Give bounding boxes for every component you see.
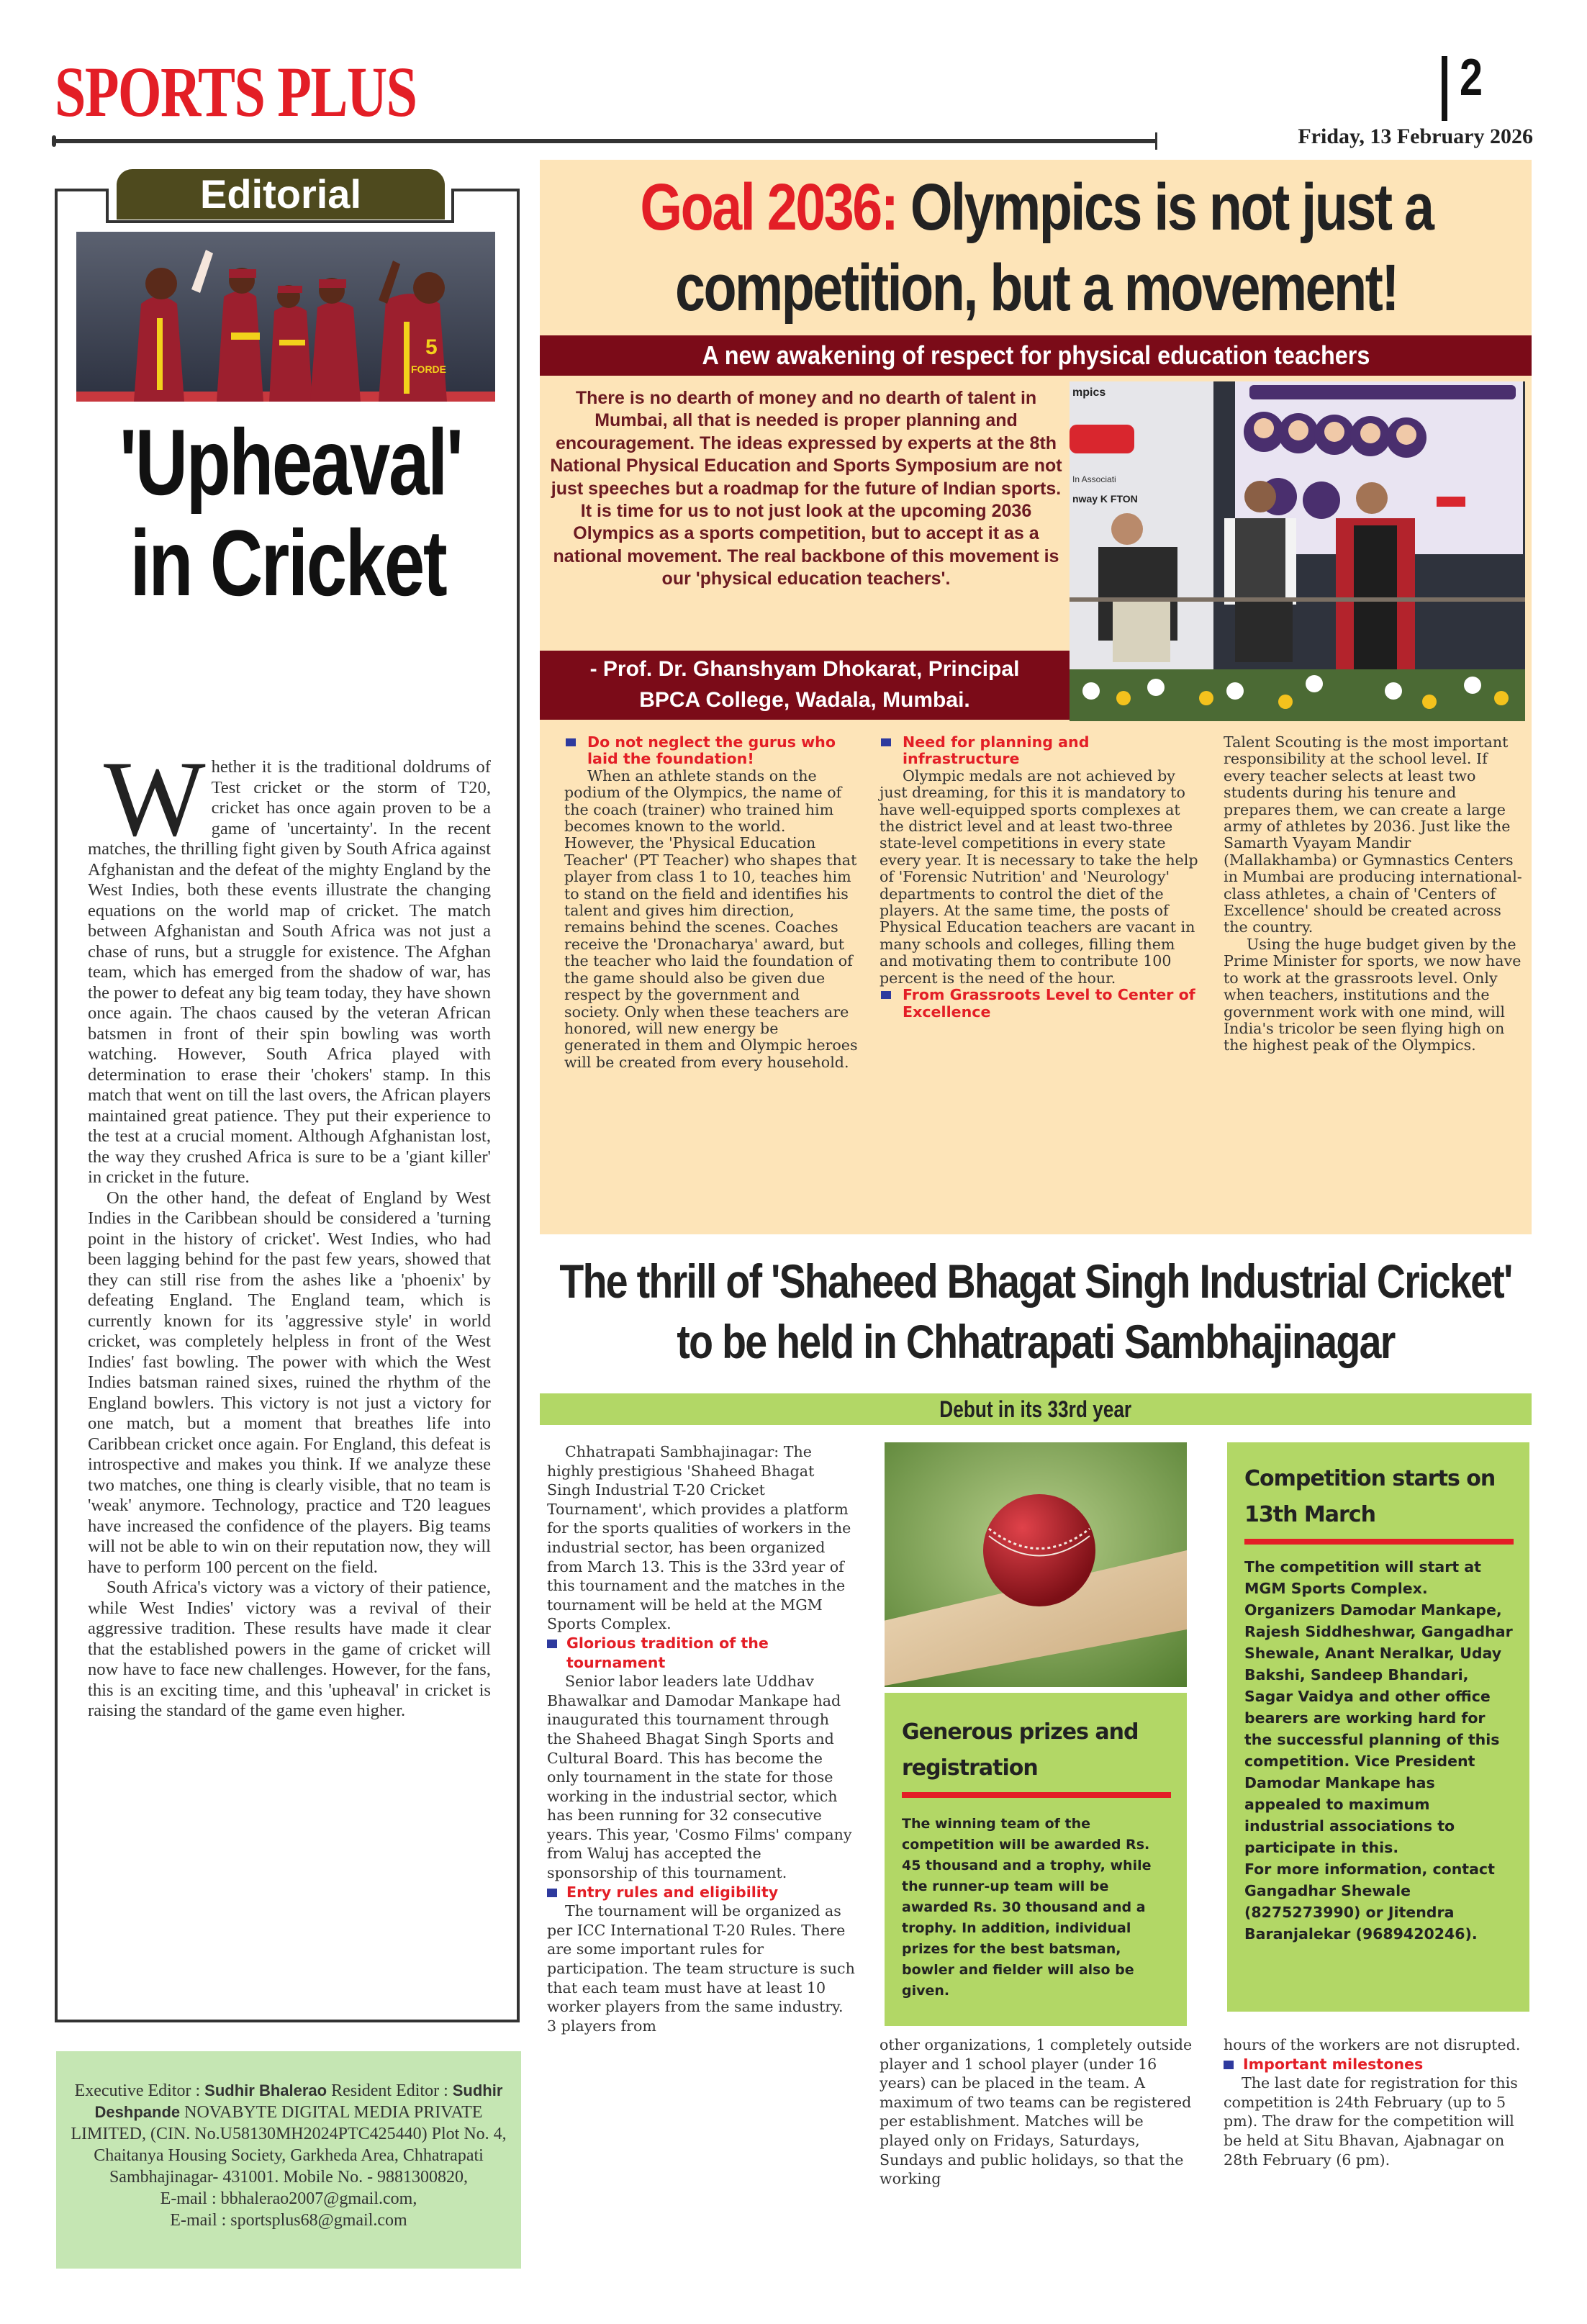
editorial-paragraph: South Africa's victory was a victory of their patience, while West Indies' victory was a revival of their aggressive tradition. These results have made it clear that the established powers in the game of cricket will now have to face new challenges. However, for the fans, this is an exciting time, and this 'upheaval' in cricket is raising the standard of the game even higher. xyxy=(88,1578,491,1720)
olympics-headline xyxy=(547,167,1526,331)
prize-info-box xyxy=(885,1693,1187,2026)
section-subhead xyxy=(564,734,859,768)
prize-box-divider xyxy=(902,1792,1171,1798)
start-box-text: The competition will start at MGM Sports Complex. Organizers Damodar Mankape, Rajesh Siddheshwar, Gangadhar Shewale, Anant Neralkar, Uday Bakshi, Sandeep Bhandari, Sagar Vaidya and other office bearers are working hard for the successful planning of this competition. Vice President Damodar Mankape has appealed to maximum industrial associations to participate in this. xyxy=(1244,1558,1513,1856)
section-subhead xyxy=(880,734,1203,768)
resident-editor-label: Resident Editor : xyxy=(331,2081,448,2100)
masthead-title: SPORTS PLUS xyxy=(55,52,417,132)
section-subhead xyxy=(880,987,1203,1021)
section-body: Talent Scouting is the most important responsibility at the school level. If every teacher selects at least two students during his tenure and prepares them, we can create a large army of athletes by 2036. Just like the Samarth Vyayam Mandir (Mallakhamba) or Gymnastics Centers in Mumbai are producing international-class athletes, a chain of 'Centers of Excellence' should be created across the country. xyxy=(1224,733,1522,936)
square-bullet-icon xyxy=(881,991,891,999)
editorial-paragraph-text: hether it is the traditional doldrums of Test cricket or the storm of T20, cricket has once again proven to be a game of 'uncertainty'. In the recent matches, the thrilling fight given by South Africa against Afghanistan and the defeat of the mighty England by the West Indies, both these events illustrate the changing equations on the world map of cricket. The match between Afghanistan and South Africa was not just a chase of runs, but a struggle for existence. The Afghan team, which has emerged from the shadow of war, has the power to defeat any big team today, they have shown once again. The chaos caused by the veteran African batsmen in front of their spin bowling was worth watching. However, South Africa played with determination to erase their 'chokers' stamp. In this match that went on till the last overs, the African players maintained great patience. They put their experience to the test at a crucial moment. Although Afghanistan lost, the way they crushed Africa is sure to be a 'giant killer' in cricket in the future. xyxy=(88,757,491,1187)
editorial-headline-line2: in Cricket xyxy=(130,510,446,615)
email-link-1[interactable]: E-mail : bbhalerao2007@gmail.com, xyxy=(160,2189,417,2208)
start-box-contact: For more information, contact Gangadhar Shewale (8275273990) or Jitendra Baranjalekar (9689420246). xyxy=(1244,1860,1495,1943)
banner-text: mpics xyxy=(1072,386,1106,399)
editorial-paragraph xyxy=(88,739,491,1188)
cricket-column-2 xyxy=(880,2035,1196,2189)
square-bullet-icon xyxy=(881,738,891,746)
olympics-headline-main: Olympics is not just a competition, but a movement! xyxy=(674,171,1433,325)
section-body: When an athlete stands on the podium of the Olympics, the name of the coach (trainer) who trained him becomes known to the world. However, the 'Physical Education Teacher' (PT Teacher) who shapes that player from class 1 to 10, teaches him to stand on the field and identifies his talent and gives him direction, remains behind the scenes. Coaches receive the 'Dronacharya' award, but the teacher who laid the foundation of the game should also be given due respect by the government and society. Only when these teachers are honored, will new energy be generated in them and Olympic heroes will be created from every household. xyxy=(564,767,858,1071)
pull-quote: There is no dearth of money and no dearth of talent in Mumbai, all that is needed is proper planning and encouragement. The ideas expressed by experts at the 8th National Physical Education and Sports Symposium are not just speeches but a roadmap for the future of Indian sports. It is time for us to not just look at the upcoming 2036 Olympics as a sports competition, but to accept it as a national movement. The real backbone of this movement is our 'physical education teachers'. xyxy=(550,388,1062,589)
section-body: Olympic medals are not achieved by just dreaming, for this it is mandatory to have well-equipped sports complexes at the district level and at least two-three state-level competitions in every state every year. It is necessary to take the help of 'Forensic Nutrition' and 'Neurology' departments to control the diet of the players. At the same time, the posts of Physical Education teachers are vacant in many schools and colleges, filling them and motivating them to contribute 100 percent is the need of the hour. xyxy=(880,767,1198,987)
cricket-subheadline: Debut in its 33rd year xyxy=(939,1396,1132,1422)
section-body: The tournament will be organized as per ICC International T-20 Rules. There are some important rules for participation. The team structure is such that each team must have at least 10 worker players from the same industry. 3 players from xyxy=(547,1902,855,2035)
start-box-body xyxy=(1244,1556,1514,1945)
section-subhead xyxy=(547,1634,856,1672)
square-bullet-icon xyxy=(1224,2061,1234,2069)
photo-icon xyxy=(76,232,495,402)
prize-box-title: Generous prizes and registration xyxy=(902,1719,1139,1781)
symposium-panel-photo xyxy=(1070,381,1525,721)
page-number: 2 xyxy=(1460,49,1483,107)
section-body: Senior labor leaders late Uddhav Bhawalkar and Damodar Mankape had inaugurated this tournament through the Shaheed Bhagat Singh Sports and Cultural Board. This has become the only tournament in the state for those working in the industrial sector, which has been running for 32 consecutive years. This year, 'Cosmo Films' company from Waluj has accepted the sponsorship of this tournament. xyxy=(547,1673,852,1882)
olympics-headline-inner xyxy=(553,167,1521,328)
attribution-line-1: - Prof. Dr. Ghanshyam Dhokarat, Principal xyxy=(589,657,1020,681)
page-date: Friday, 13 February 2026 xyxy=(1298,125,1533,148)
editorial-body xyxy=(88,739,491,1722)
jersey-name: FORDE xyxy=(411,363,446,375)
imprint-box xyxy=(56,2051,521,2269)
publisher-address: Plot No. 4, Chaitanya Housing Society, Garkheda Area, Chhatrapati Sambhajinagar- 431001. xyxy=(94,2125,507,2187)
editorial-headline xyxy=(72,412,504,613)
prize-box-body: The winning team of the competition will be awarded Rs. 45 thousand and a trophy, while the runner-up team will be awarded Rs. 30 thousand and a trophy. In addition, individual prizes for the best batsman, bowler and fielder will also be given. xyxy=(902,1816,1152,1999)
attribution-line-2: BPCA College, Wadala, Mumbai. xyxy=(639,688,970,712)
jersey-number: 5 xyxy=(425,335,438,359)
email-link-2[interactable]: E-mail : sportsplus68@gmail.com xyxy=(170,2211,407,2230)
cricket-team-celebration-photo xyxy=(76,232,495,402)
section-body: hours of the workers are not disrupted. xyxy=(1224,2036,1521,2053)
cricket-column-1 xyxy=(547,1442,856,2035)
square-bullet-icon xyxy=(566,738,576,746)
publisher-company: NOVABYTE DIGITAL MEDIA PRIVATE LIMITED, (CIN. No.U58130MH2024PTC425440) xyxy=(71,2103,483,2143)
masthead-divider xyxy=(55,139,1156,143)
olympics-column-3 xyxy=(1224,734,1526,1054)
editorial-frame-top-right xyxy=(452,189,520,191)
editorial-paragraph: On the other hand, the defeat of England by West Indies in the Caribbean should be considered a 'turning point in the history of cricket'. West Indies, who had been lagging behind for the past few years, showed that they can still rise from the ashes like a 'phoenix' by defeating England. The England team, which is currently known for its 'aggressive style' in world cricket, was completely helpless in front of the West Indies' fast bowling. The power with which the West Indies batsman rained sixes, ruined the rhythm of the England bowlers. This victory is not just a victory for one match, but a moment that breathes life into Caribbean cricket once again. For England, this defeat is introspective and makes you think. If we analyze these two matches, one thing is clearly visible, that no team is 'weak' anymore. Technology, practice and T20 leagues have increased the confidence of the players. Big teams will not be able to win on their reputation now, they will have to perform 100 percent on the field. xyxy=(88,1188,491,1577)
section-subhead-text: Important milestones xyxy=(1243,2055,1424,2073)
publisher-mobile: Mobile No. - 9881300820, xyxy=(283,2168,469,2187)
start-box-title: Competition starts on 13th March xyxy=(1244,1466,1496,1527)
section-subhead-text: Do not neglect the gurus who laid the foundation! xyxy=(587,733,836,768)
section-body: other organizations, 1 completely outside player and 1 school player (under 16 years) can be placed in the team. A maximum of two teams can be registered per establishment. Matches will be played only on Fridays, Saturdays, Sundays and public holidays, so that the working xyxy=(880,2036,1193,2188)
drop-cap: W xyxy=(104,739,206,859)
section-body: The last date for registration for this competition is 24th February (up to 5 pm). The draw for the competition will be held at Situ Bhavan, Ajabnagar on 28th February (6 pm). xyxy=(1224,2074,1518,2169)
exec-editor-label: Executive Editor : xyxy=(74,2081,201,2100)
editorial-frame-top-left xyxy=(55,189,106,191)
cricket-headline xyxy=(540,1251,1532,1380)
banner-sponsor-text: nway K FTON xyxy=(1072,493,1138,505)
start-box-divider xyxy=(1244,1539,1514,1545)
pull-quote-attribution xyxy=(540,651,1070,720)
editorial-headline-line1: 'Upheaval' xyxy=(119,410,462,515)
photo-icon xyxy=(1070,381,1525,721)
square-bullet-icon xyxy=(547,1640,557,1648)
exec-editor-name: Sudhir Bhalerao xyxy=(204,2081,327,2099)
olympics-subheadline: A new awakening of respect for physical education teachers xyxy=(702,340,1370,370)
olympics-column-1 xyxy=(564,734,859,1071)
section-subhead-text: Entry rules and eligibility xyxy=(566,1883,779,1901)
section-body: Using the huge budget given by the Prime Minister for sports, we now have to work at the grassroots level. Only when teachers, institutions and the government work with one mind, will India's tricolor be seen flying high on the highest peak of the Olympics. xyxy=(1224,935,1522,1054)
competition-start-box xyxy=(1227,1442,1529,2012)
cricket-ball-on-bat-photo xyxy=(885,1442,1187,1687)
section-subhead-text: From Grassroots Level to Center of Excellence xyxy=(903,986,1195,1021)
section-subhead-text: Need for planning and infrastructure xyxy=(903,733,1090,768)
editorial-section-tab: Editorial xyxy=(117,169,445,220)
cricket-headline-text: The thrill of 'Shaheed Bhagat Singh Industrial Cricket' to be held in Chhatrapati Sambhajinagar xyxy=(559,1254,1512,1368)
olympics-column-2 xyxy=(880,734,1203,1021)
olympics-subheadline-bar xyxy=(540,335,1532,376)
section-subhead xyxy=(547,1883,856,1902)
photo-icon xyxy=(885,1442,1187,1687)
cricket-intro: Chhatrapati Sambhajinagar: The highly prestigious 'Shaheed Bhagat Singh Industrial T-20 Cricket Tournament', which provides a platform for the sports qualities of workers in the industrial sector, has been organized from March 13. This is the 33rd year of this tournament and the matches in the tournament will be held at the MGM Sports Complex. xyxy=(547,1443,851,1633)
cricket-subheadline-bar xyxy=(540,1393,1532,1425)
cricket-column-3 xyxy=(1224,2035,1533,2169)
olympics-headline-kicker: Goal 2036: xyxy=(640,171,898,244)
section-subhead xyxy=(1224,2055,1533,2074)
square-bullet-icon xyxy=(547,1889,557,1897)
section-subhead-text: Glorious tradition of the tournament xyxy=(566,1634,769,1671)
banner-assoc-text: In Associati xyxy=(1072,474,1116,484)
page-number-bar xyxy=(1442,56,1447,121)
resident-editor-name: Sudhir Deshpande xyxy=(94,2081,503,2121)
